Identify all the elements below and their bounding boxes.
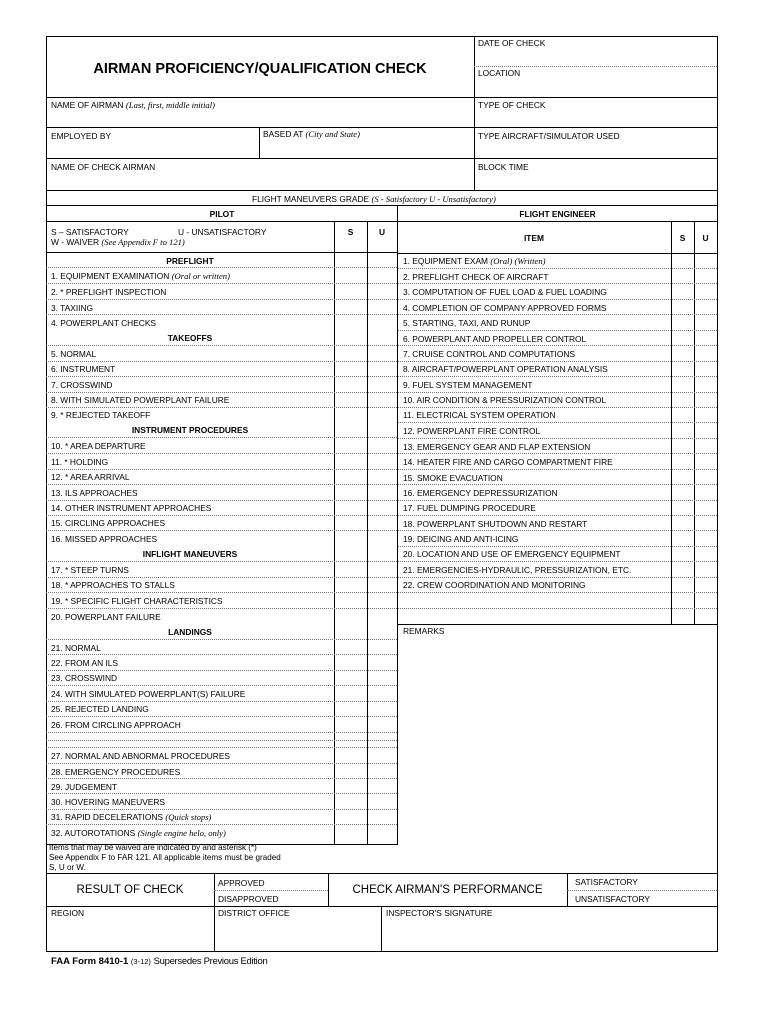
fe-item: 10. AIR CONDITION & PRESSURIZATION CONTROL [403, 395, 607, 405]
fe-item: 21. EMERGENCIES-HYDRAULIC, PRESSURIZATION, ETC. [403, 565, 632, 575]
pilot-item: 27. NORMAL AND ABNORMAL PROCEDURES [51, 751, 231, 761]
pilot-item: 24. WITH SIMULATED POWERPLANT(S) FAILURE [51, 689, 246, 699]
fe-item-header: ITEM [523, 233, 544, 243]
legend-satisfactory: S – SATISFACTORY [51, 227, 129, 237]
pilot-item: 16. MISSED APPROACHES [51, 534, 158, 544]
type-aircraft-label: TYPE AIRCRAFT/SIMULATOR USED [478, 131, 620, 141]
legend-unsatisfactory: U - UNSATISFACTORY [178, 227, 267, 237]
satisfactory-option[interactable]: SATISFACTORY [575, 877, 638, 887]
pilot-item: 17. * STEEP TURNS [51, 565, 129, 575]
fe-item: 8. AIRCRAFT/POWERPLANT OPERATION ANALYSIS [403, 364, 608, 374]
flight-engineer-heading: FLIGHT ENGINEER [519, 209, 596, 219]
approved-option[interactable]: APPROVED [218, 878, 265, 888]
section-preflight: PREFLIGHT [166, 256, 214, 266]
fe-item: 18. POWERPLANT SHUTDOWN AND RESTART [403, 519, 588, 529]
border-left [46, 36, 47, 952]
pilot-item: 32. AUTOROTATIONS (Single engine helo, only) [51, 828, 226, 838]
section-instrument: INSTRUMENT PROCEDURES [131, 425, 249, 435]
pilot-item: 3. TAXIING [51, 303, 94, 313]
pilot-item: 26. FROM CIRCLING APPROACH [51, 720, 181, 730]
border-right [717, 36, 718, 952]
pilot-s-header: S [347, 227, 354, 237]
pilot-item: 8. WITH SIMULATED POWERPLANT FAILURE [51, 395, 230, 405]
pilot-item: 7. CROSSWIND [51, 380, 113, 390]
block-time-label: BLOCK TIME [478, 162, 529, 172]
fe-item: 4. COMPLETION OF COMPANY APPROVED FORMS [403, 303, 607, 313]
region-label: REGION [51, 908, 85, 918]
pilot-u-header: U [378, 227, 386, 237]
header-divider-v [474, 36, 475, 190]
name-of-check-airman-label: NAME OF CHECK AIRMAN [51, 162, 156, 172]
fe-item: 19. DEICING AND ANTI-ICING [403, 534, 519, 544]
name-of-airman-label: NAME OF AIRMAN (Last, first, middle initial) [51, 100, 215, 110]
fe-item: 15. SMOKE EVACUATION [403, 473, 503, 483]
pilot-item: 28. EMERGENCY PROCEDURES [51, 767, 181, 777]
remarks-label: REMARKS [403, 626, 445, 636]
pilot-item: 5. NORMAL [51, 349, 97, 359]
fe-item: 22. CREW COORDINATION AND MONITORING [403, 580, 586, 590]
pilot-item: 11. * HOLDING [51, 457, 109, 467]
type-of-check-label: TYPE OF CHECK [478, 100, 546, 110]
pilot-item: 23. CROSSWIND [51, 673, 118, 683]
inspector-signature-label: INSPECTOR'S SIGNATURE [386, 908, 493, 918]
section-takeoffs: TAKEOFFS [167, 333, 213, 343]
pilot-item: 1. EQUIPMENT EXAMINATION (Oral or written) [51, 271, 230, 281]
pilot-item: 12. * AREA ARRIVAL [51, 472, 130, 482]
waiver-note-line3: S, U or W. [49, 863, 86, 872]
pilot-item: 30. HOVERING MANEUVERS [51, 797, 166, 807]
pilot-item: 4. POWERPLANT CHECKS [51, 318, 157, 328]
waiver-note-line1: Items that may be waived are indicated by and asterisk (*) [49, 843, 257, 852]
pilot-item: 22. FROM AN ILS [51, 658, 119, 668]
based-at-label: BASED AT (City and State) [263, 129, 360, 139]
district-office-label: DISTRICT OFFICE [218, 908, 290, 918]
pilot-item: 6. INSTRUMENT [51, 364, 116, 374]
fe-item: 3. COMPUTATION OF FUEL LOAD & FUEL LOADING [403, 287, 607, 297]
pilot-item: 20. POWERPLANT FAILURE [51, 612, 161, 622]
location-label: LOCATION [478, 68, 521, 78]
check-airman-performance-label: CHECK AIRMAN'S PERFORMANCE [352, 884, 543, 896]
pilot-heading: PILOT [209, 209, 235, 219]
legend-waiver: W - WAIVER (See Appendix F to 121) [51, 237, 185, 247]
grid-top [46, 205, 718, 206]
pilot-item: 10. * AREA DEPARTURE [51, 441, 146, 451]
fe-item: 14. HEATER FIRE AND CARGO COMPARTMENT FIRE [403, 457, 613, 467]
waiver-note-line2: See Appendix F to FAR 121. All applicable items must be graded [49, 853, 281, 862]
fe-item: 2. PREFLIGHT CHECK OF AIRCRAFT [403, 272, 549, 282]
border-bottom [46, 951, 718, 952]
fe-item: 16. EMERGENCY DEPRESSURIZATION [403, 488, 558, 498]
fe-item: 7. CRUISE CONTROL AND COMPUTATIONS [403, 349, 576, 359]
fe-s-header: S [679, 233, 686, 243]
pilot-item: 15. CIRCLING APPROACHES [51, 518, 166, 528]
fe-item: 11. ELECTRICAL SYSTEM OPERATION [403, 410, 556, 420]
pilot-item: 2. * PREFLIGHT INSPECTION [51, 287, 167, 297]
section-landings: LANDINGS [168, 627, 212, 637]
pilot-item: 18. * APPROACHES TO STALLS [51, 580, 175, 590]
pilot-item: 14. OTHER INSTRUMENT APPROACHES [51, 503, 212, 513]
fe-u-col [694, 221, 695, 625]
pilot-item: 19. * SPECIFIC FLIGHT CHARACTERISTICS [51, 596, 223, 606]
remarks-field[interactable] [398, 638, 717, 844]
fe-item: 17. FUEL DUMPING PROCEDURE [403, 503, 536, 513]
date-of-check-label: DATE OF CHECK [478, 38, 546, 48]
disapproved-option[interactable]: DISAPPROVED [218, 894, 279, 904]
flight-maneuvers-grade: FLIGHT MANEUVERS GRADE (S - Satisfactory U - Unsatisfactory) [252, 194, 496, 204]
fe-item: 6. POWERPLANT AND PROPELLER CONTROL [403, 334, 587, 344]
pilot-item: 29. JUDGEMENT [51, 782, 118, 792]
unsatisfactory-option[interactable]: UNSATISFACTORY [575, 894, 650, 904]
fe-item: 13. EMERGENCY GEAR AND FLAP EXTENSION [403, 442, 591, 452]
pilot-item: 21. NORMAL [51, 643, 101, 653]
fe-item: 9. FUEL SYSTEM MANAGEMENT [403, 380, 533, 390]
fe-item: 5. STARTING, TAXI, AND RUNUP [403, 318, 531, 328]
employed-by-label: EMPLOYED BY [51, 131, 112, 141]
fe-item: 20. LOCATION AND USE OF EMERGENCY EQUIPMENT [403, 549, 621, 559]
pilot-item: 13. ILS APPROACHES [51, 488, 138, 498]
form-number: FAA Form 8410-1 (3-12) Supersedes Previous Edition [51, 956, 268, 967]
fe-s-col [671, 221, 672, 625]
result-of-check-label: RESULT OF CHECK [76, 884, 184, 896]
page-title: AIRMAN PROFICIENCY/QUALIFICATION CHECK [93, 61, 427, 77]
pilot-item: 25. REJECTED LANDING [51, 704, 149, 714]
pilot-item: 9. * REJECTED TAKEOFF [51, 410, 151, 420]
fe-item: 1. EQUIPMENT EXAM (Oral) (Written) [403, 256, 546, 266]
fe-item: 12. POWERPLANT FIRE CONTROL [403, 426, 541, 436]
pilot-item: 31. RAPID DECELERATIONS (Quick stops) [51, 812, 212, 822]
section-inflight: INFLIGHT MANEUVERS [142, 549, 238, 559]
fe-u-header: U [702, 233, 709, 243]
border-top [46, 36, 718, 37]
